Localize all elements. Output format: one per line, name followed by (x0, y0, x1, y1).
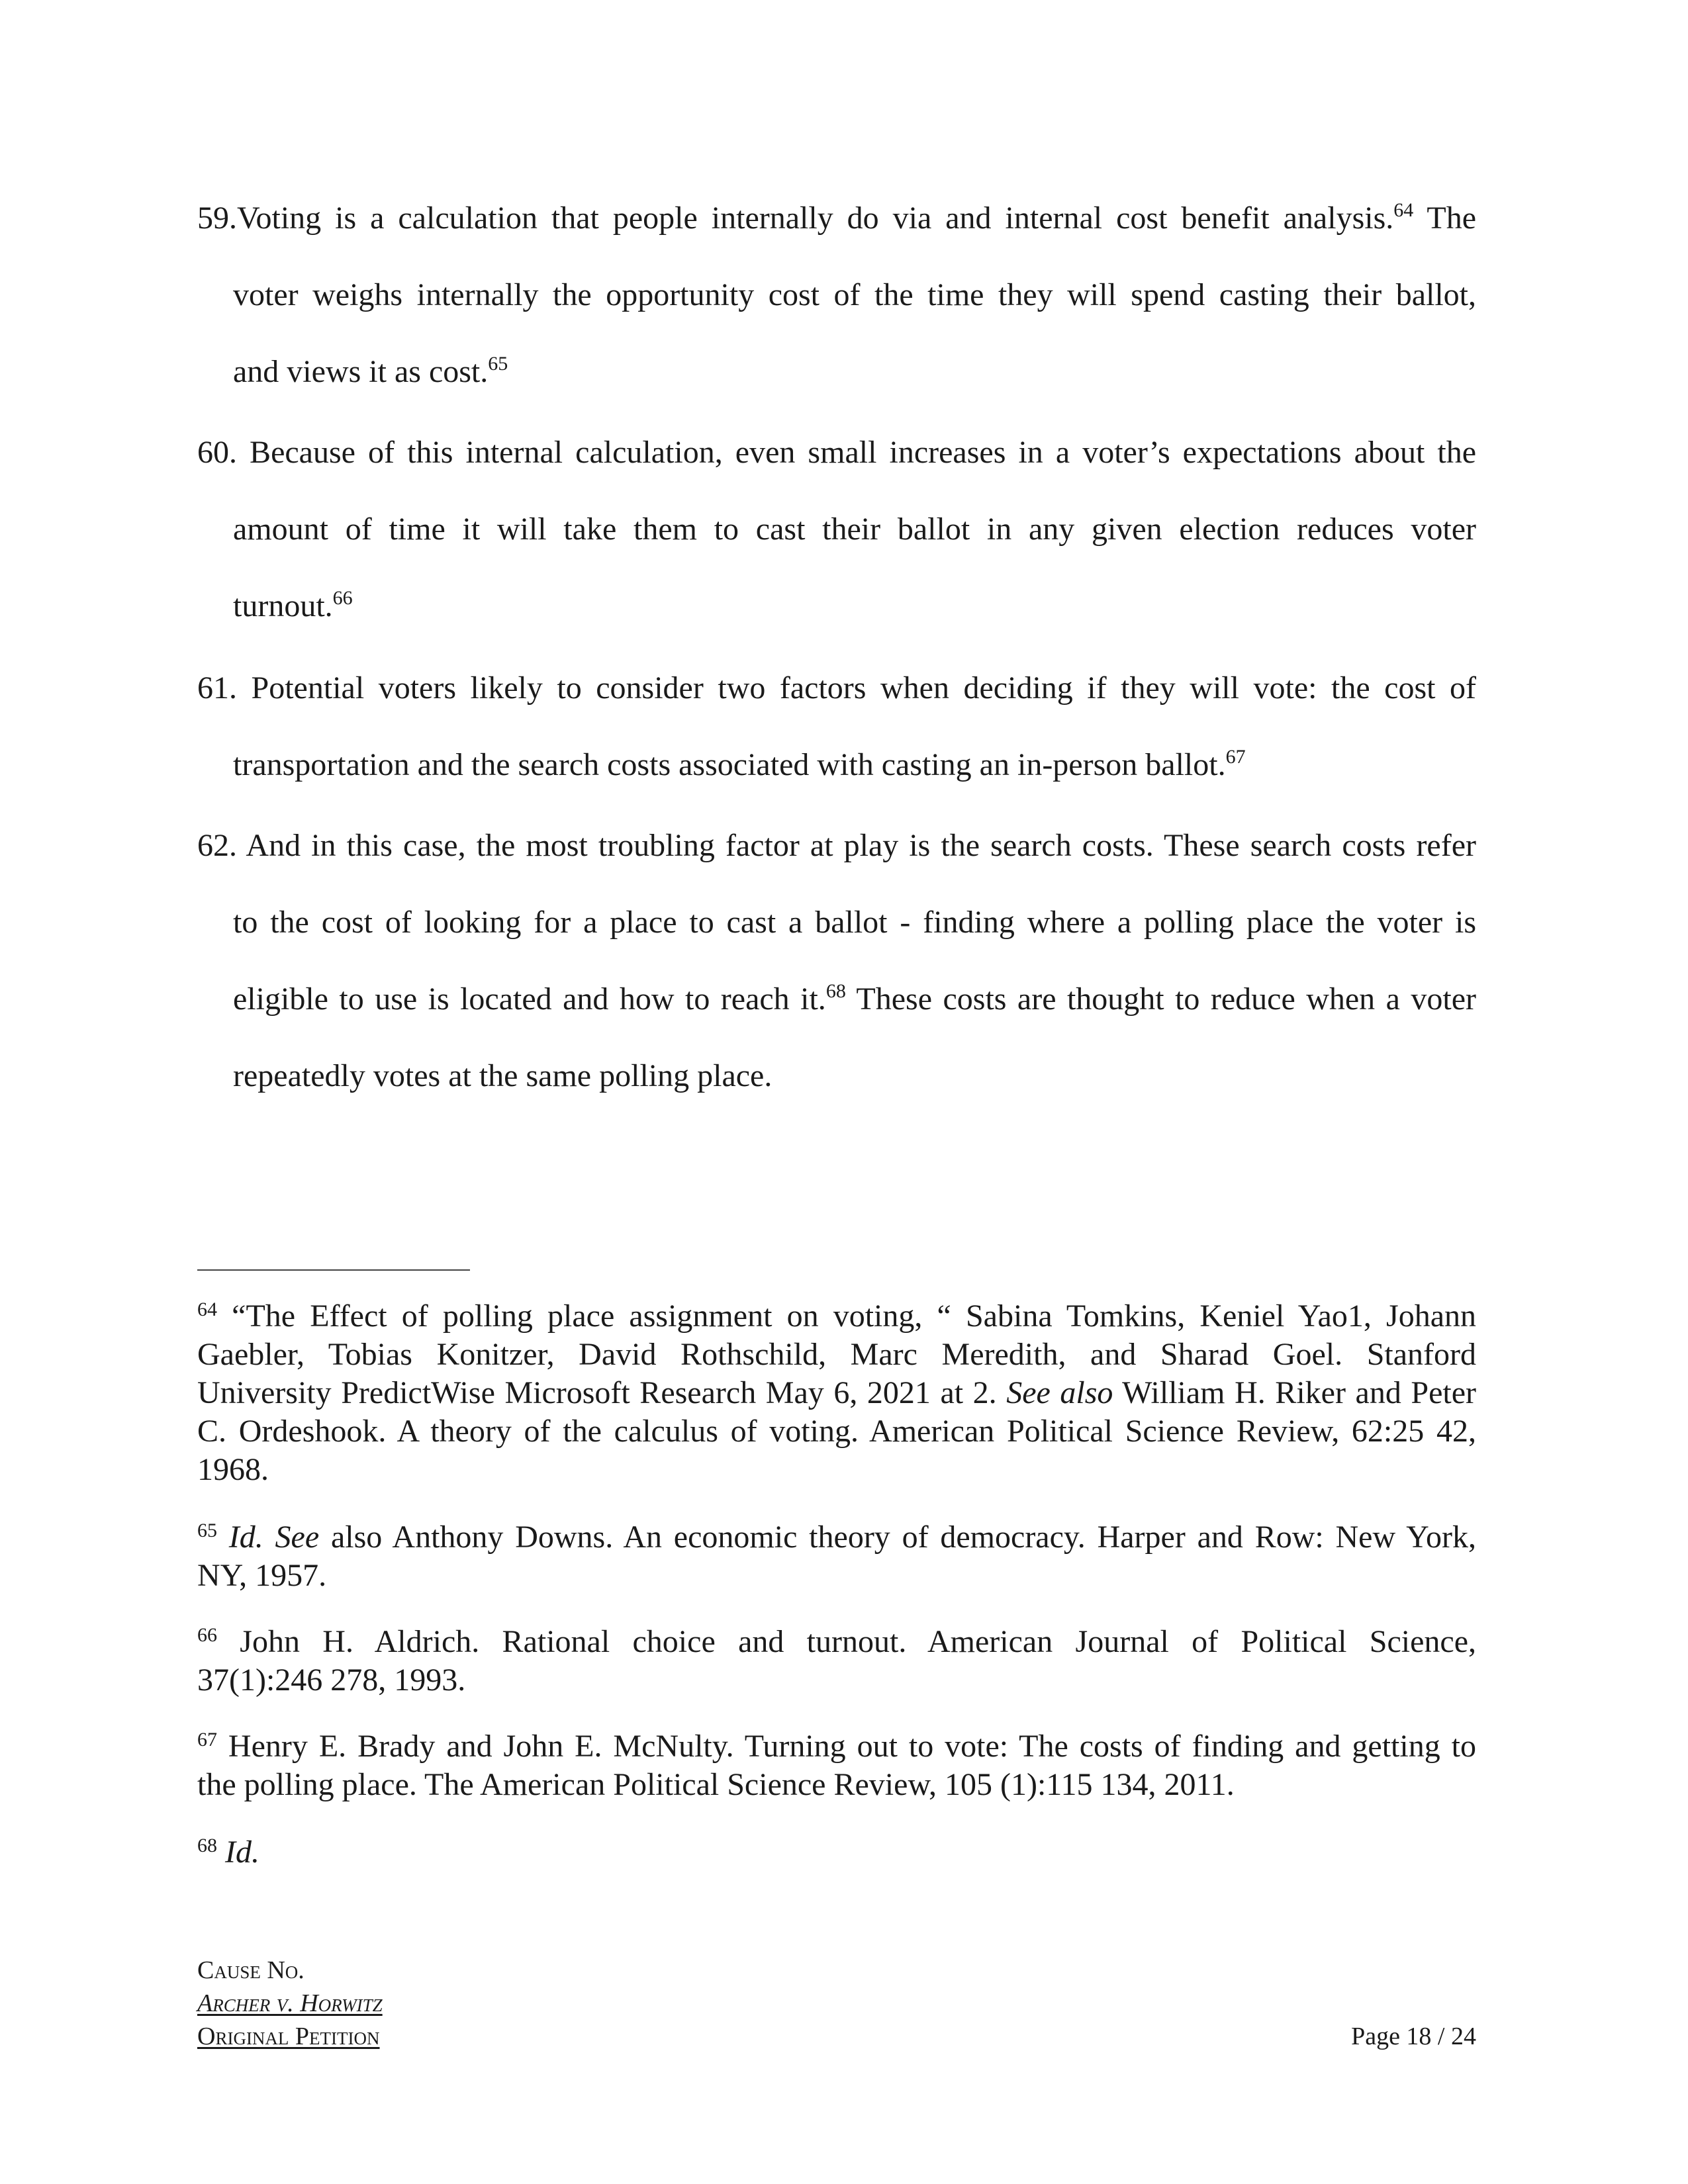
paragraph-line: to the cost of looking for a place to cast a ballot - finding where a polling place the voter is (233, 905, 1476, 940)
cause-number: Cause No. (197, 1956, 305, 1984)
paragraph-line: repeatedly votes at the same polling place. (233, 1058, 773, 1093)
paragraph-62 (197, 807, 1476, 1115)
footnote-number: 68 (197, 1835, 217, 1856)
footnote-separator (197, 1269, 470, 1271)
footnote-line: $^{64}$ “The Effect of polling place assignment on voting, “ Sabina Tomkins, Keniel Yao1, Johann (197, 1298, 1476, 1334)
paragraph-line: amount of time it will take them to cast their ballot in any given election reduces voter (233, 512, 1476, 547)
footnote-line: $^{65}$ Id. See also Anthony Downs. An economic theory of democracy. Harper and Row: New York, (197, 1520, 1476, 1555)
footnote-number: 66 (197, 1624, 217, 1646)
footnote-67 (197, 1727, 1476, 1804)
paragraph-61 (197, 650, 1476, 803)
footnote-line: C. Ordeshook. A theory of the calculus of voting. American Political Science Review, 62:25 42, (197, 1414, 1476, 1449)
footnote-number: 64 (197, 1298, 217, 1320)
footnote-ref-64: 64 (1393, 199, 1414, 221)
footnote-number: 67 (197, 1729, 217, 1751)
footnote-ref-65: 65 (488, 353, 508, 375)
paragraph-line: and views it as cost.$^{65}$ (233, 353, 508, 389)
footnote-line: University PredictWise Microsoft Research May 6, 2021 at 2. See also William H. Riker and Peter (197, 1375, 1476, 1410)
document-title: Original Petition (197, 2023, 380, 2050)
footnote-number: 65 (197, 1520, 217, 1541)
footnote-65 (197, 1518, 1476, 1595)
footnote-line: $^{66}$ John H. Aldrich. Rational choice and turnout. American Journal of Political Science, (197, 1624, 1476, 1659)
footnote-line: $^{68}$ Id. (197, 1835, 259, 1870)
paragraph-line: voter weighs internally the opportunity cost of the time they will spend casting their ballot, (233, 277, 1476, 312)
paragraph-line: 62. And in this case, the most troubling factor at play is the search costs. These search costs refer (197, 828, 1476, 863)
footnote-ref-66: 66 (332, 587, 353, 609)
footnote-ref-68: 68 (825, 980, 846, 1002)
paragraph-line: turnout.$^{66}$ (233, 587, 353, 623)
paragraph-line: eligible to use is located and how to reach it.$^{68}$ These costs are thought to reduce when a voter (233, 980, 1476, 1017)
paragraph-line: 61. Potential voters likely to consider two factors when deciding if they will vote: the cost of (197, 670, 1476, 705)
case-name: Archer v. Horwitz (197, 1989, 383, 2017)
paragraph-59 (197, 180, 1476, 410)
footnote-line: Gaebler, Tobias Konitzer, David Rothschild, Marc Meredith, and Sharad Goel. Stanford (197, 1337, 1476, 1372)
footnote-64 (197, 1297, 1476, 1489)
footnote-line: 37(1):246 278, 1993. (197, 1662, 466, 1698)
paragraph-60 (197, 414, 1476, 645)
paragraph-line: 59.Voting is a calculation that people internally do via and internal cost benefit analysis.$^{64}$ The (197, 199, 1476, 236)
footnote-line: $^{67}$ Henry E. Brady and John E. McNulty. Turning out to vote: The costs of finding and getting to (197, 1729, 1476, 1764)
footnote-ref-67: 67 (1225, 746, 1246, 768)
footnote-66 (197, 1623, 1476, 1700)
footnote-line: NY, 1957. (197, 1558, 327, 1593)
footer-case-info (197, 1954, 383, 2053)
paragraph-line: 60. Because of this internal calculation, even small increases in a voter’s expectations about the (197, 435, 1476, 470)
page-number: Page 18 / 24 (1351, 2023, 1476, 2050)
footnote-line: the polling place. The American Political Science Review, 105 (1):115 134, 2011. (197, 1767, 1235, 1802)
paragraph-line: transportation and the search costs associated with casting an in-person ballot.$^{67}$ (233, 746, 1246, 782)
footnote-line: 1968. (197, 1452, 269, 1487)
footnote-68 (197, 1833, 1476, 1872)
